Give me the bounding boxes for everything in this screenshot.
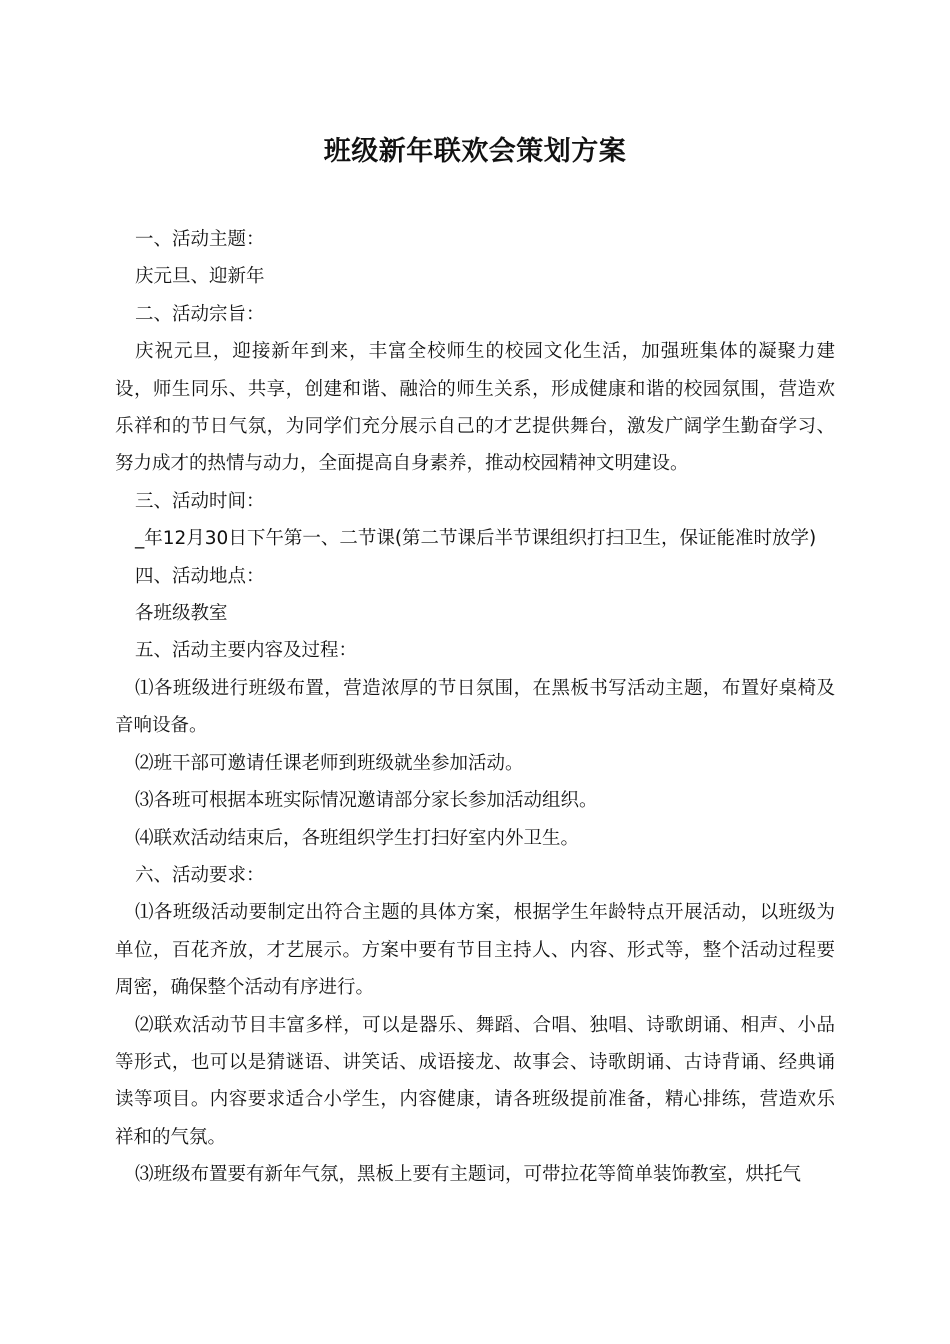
requirement-item-2: ⑵联欢活动节目丰富多样，可以是器乐、舞蹈、合唱、独唱、诗歌朗诵、相声、小品等形式，也可以是猜谜语、讲笑话、成语接龙、故事会、诗歌朗诵、古诗背诵、经典诵读等项目。内容要求适合小学生，内容健康，请各班级提前准备，精心排练，营造欢乐祥和的气氛。 xyxy=(115,1014,835,1148)
requirement-item-1: ⑴各班级活动要制定出符合主题的具体方案，根据学生年龄特点开展活动，以班级为单位，百花齐放，才艺展示。方案中要有节目主持人、内容、形式等，整个活动过程要周密，确保整个活动有序进行。 xyxy=(115,902,835,999)
requirement-item-3: ⑶班级布置要有新年气氛，黑板上要有主题词，可带拉花等简单装饰教室，烘托气 xyxy=(135,1164,802,1186)
document-title: 班级新年联欢会策划方案 xyxy=(323,136,627,167)
heading-activity-location: 四、活动地点： xyxy=(135,565,265,587)
content-item-4: ⑷联欢活动结束后，各班组织学生打扫好室内外卫生。 xyxy=(135,827,580,849)
heading-activity-theme: 一、活动主题： xyxy=(135,229,265,250)
heading-activity-purpose: 二、活动宗旨： xyxy=(135,303,265,325)
activity-theme-text: 庆元旦、迎新年 xyxy=(135,266,265,288)
heading-activity-content: 五、活动主要内容及过程： xyxy=(135,640,358,662)
content-item-2: ⑵班干部可邀请任课老师到班级就坐参加活动。 xyxy=(135,752,524,774)
content-item-1: ⑴各班级进行班级布置，营造浓厚的节日氛围，在黑板书写活动主题，布置好桌椅及音响设备。 xyxy=(115,677,835,737)
activity-purpose-text: 庆祝元旦，迎接新年到来，丰富全校师生的校园文化生活，加强班集体的凝聚力建设，师生同乐、共享，创建和谐、融洽的师生关系，形成健康和谐的校园氛围，营造欢乐祥和的节日气氛，为同学们充分展示自己的才艺提供舞台，激发广阔学生勤奋学习、努力成才的热情与动力，全面提高自身素养，推动校园精神文明建设。 xyxy=(115,341,835,475)
content-item-3: ⑶各班可根据本班实际情况邀请部分家长参加活动组织。 xyxy=(135,790,598,812)
heading-activity-requirements: 六、活动要求： xyxy=(135,864,265,886)
activity-time-text: _年12月30日下午第一、二节课(第二节课后半节课组织打扫卫生，保证能准时放学) xyxy=(135,528,817,550)
activity-location-text: 各班级教室 xyxy=(135,603,228,625)
document-body xyxy=(115,221,835,1194)
heading-activity-time: 三、活动时间： xyxy=(135,490,265,512)
